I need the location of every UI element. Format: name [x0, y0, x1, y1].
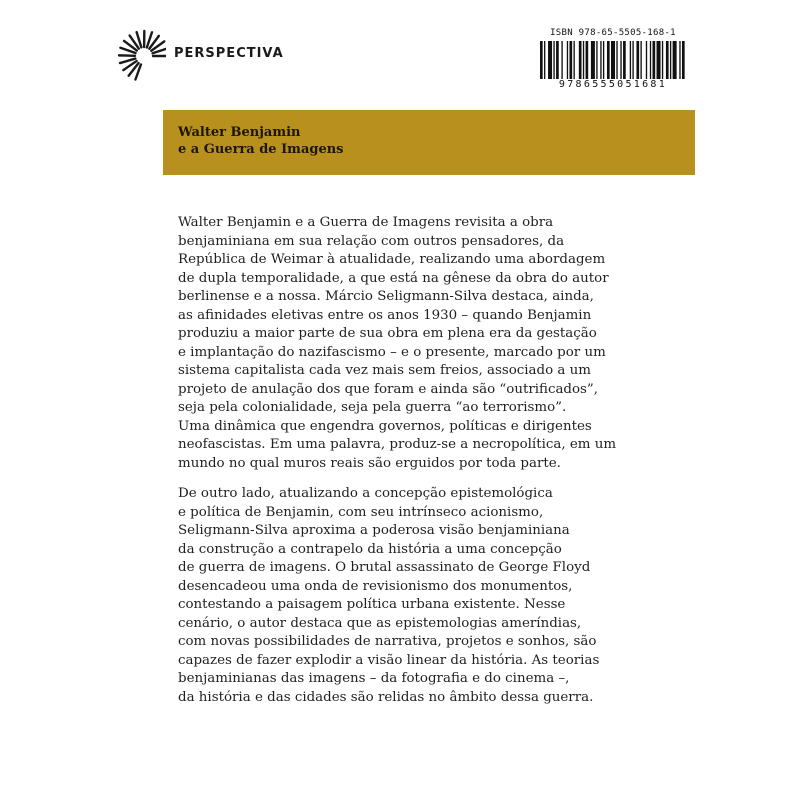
barcode-bar: [632, 41, 633, 79]
blurb-line: Walter Benjamin e a Guerra de Imagens revisita a obra: [178, 215, 554, 230]
barcode-bar: [596, 41, 597, 79]
blurb-paragraph-1: [178, 214, 698, 473]
barcode-bar: [679, 41, 680, 79]
barcode-bar: [616, 41, 617, 79]
isbn-barcode: [538, 28, 688, 91]
barcode-bar: [682, 41, 685, 79]
book-title-line-1: Walter Benjamin: [178, 125, 301, 140]
barcode-bar: [548, 41, 552, 79]
blurb-line: seja pela colonialidade, seja pela guerra “ao terrorismo”.: [178, 400, 567, 415]
perspectiva-logo-icon: [110, 28, 166, 84]
barcode-bar: [553, 41, 554, 79]
barcode-bar: [583, 41, 584, 79]
barcode-bar: [640, 41, 641, 79]
barcode-bar: [670, 41, 671, 79]
barcode-bars-icon: [538, 41, 688, 79]
barcode-bar: [569, 41, 572, 79]
barcode-bar: [591, 41, 595, 79]
blurb-line: e implantação do nazifascismo – e o presente, marcado por um: [178, 344, 606, 360]
blurb-line: com novas possibilidades de narrativa, projetos e sonhos, são: [178, 634, 597, 649]
blurb-line: de guerra de imagens. O brutal assassinato de George Floyd: [178, 560, 591, 575]
barcode-bar: [611, 41, 615, 79]
barcode-bar: [567, 41, 568, 79]
barcode-bar: [579, 41, 582, 79]
barcode-bar: [600, 41, 601, 79]
blurb-line: cenário, o autor destaca que as epistemologias ameríndias,: [178, 615, 582, 631]
publisher-name: PERSPECTIVA: [174, 46, 284, 61]
barcode-bar: [603, 41, 604, 79]
barcode-bar: [650, 41, 651, 79]
blurb-line: as afinidades eletivas entre os anos 1930 – quando Benjamin: [178, 307, 592, 323]
blurb-line: Seligmann-Silva aproxima a poderosa visão benjaminiana: [178, 523, 570, 538]
blurb-line: da história e das cidades são relidas no âmbito dessa guerra.: [178, 689, 594, 705]
blurb-paragraph-2: [178, 485, 698, 707]
blurb-line: de dupla temporalidade, a que está na gênese da obra do autor: [178, 270, 609, 286]
barcode-bar: [573, 41, 574, 79]
blurb-line: Uma dinâmica que engendra governos, políticas e dirigentes: [178, 418, 592, 434]
back-cover-blurb: [178, 214, 698, 707]
book-title-reference: Walter Benjamin e a Guerra de Imagens: [178, 215, 451, 230]
barcode-bar: [556, 41, 559, 79]
blurb-line: e política de Benjamin, com seu intrínseco acionismo,: [178, 504, 544, 520]
blurb-line: neofascistas. Em uma palavra, produz-se a necropolítica, em um: [178, 437, 617, 452]
book-title: [178, 124, 344, 158]
barcode-bar: [636, 41, 639, 79]
barcode-bar: [630, 41, 631, 79]
barcode-bar: [586, 41, 589, 79]
barcode-digits: 9786555051681: [558, 79, 668, 90]
barcode-bar: [540, 41, 543, 79]
blurb-line: contestando a paisagem política urbana existente. Nesse: [178, 597, 566, 612]
barcode-bar: [623, 41, 626, 79]
blurb-line: mundo no qual muros reais são erguidos por toda parte.: [178, 455, 561, 471]
barcode-bar: [544, 41, 545, 79]
barcode-bar: [657, 41, 661, 79]
blurb-line: benjaminianas das imagens – da fotografia e do cinema –,: [178, 671, 570, 686]
blurb-line: República de Weimar à atualidade, realizando uma abordagem: [178, 252, 606, 267]
blurb-line: desencadeou uma onda de revisionismo dos monumentos,: [178, 578, 573, 594]
barcode-bar: [620, 41, 621, 79]
barcode-bar: [646, 41, 647, 79]
blurb-line: da construção a contrapelo da história a uma concepção: [178, 541, 562, 557]
barcode-bar: [561, 41, 562, 79]
barcode-bar: [666, 41, 669, 79]
blurb-line: sistema capitalista cada vez mais sem freios, associado a um: [178, 363, 591, 378]
barcode-bar: [607, 41, 610, 79]
blurb-line: benjaminiana em sua relação com outros pensadores, da: [178, 233, 565, 249]
barcode-bar: [662, 41, 663, 79]
blurb-line: berlinense e a nossa. Márcio Seligmann-Silva destaca, ainda,: [178, 289, 594, 304]
blurb-line: produziu a maior parte de sua obra em plena era da gestação: [178, 326, 597, 341]
barcode-bar: [673, 41, 677, 79]
blurb-line: projeto de anulação dos que foram e ainda são “outrificados”,: [178, 381, 599, 397]
book-title-line-2: e a Guerra de Imagens: [178, 142, 344, 157]
barcode-bar: [653, 41, 656, 79]
blurb-line: De outro lado, atualizando a concepção epistemológica: [178, 486, 553, 501]
isbn-label: ISBN 978-65-5505-168-1: [550, 28, 676, 38]
blurb-line: capazes de fazer explodir a visão linear da história. As teorias: [178, 652, 600, 668]
